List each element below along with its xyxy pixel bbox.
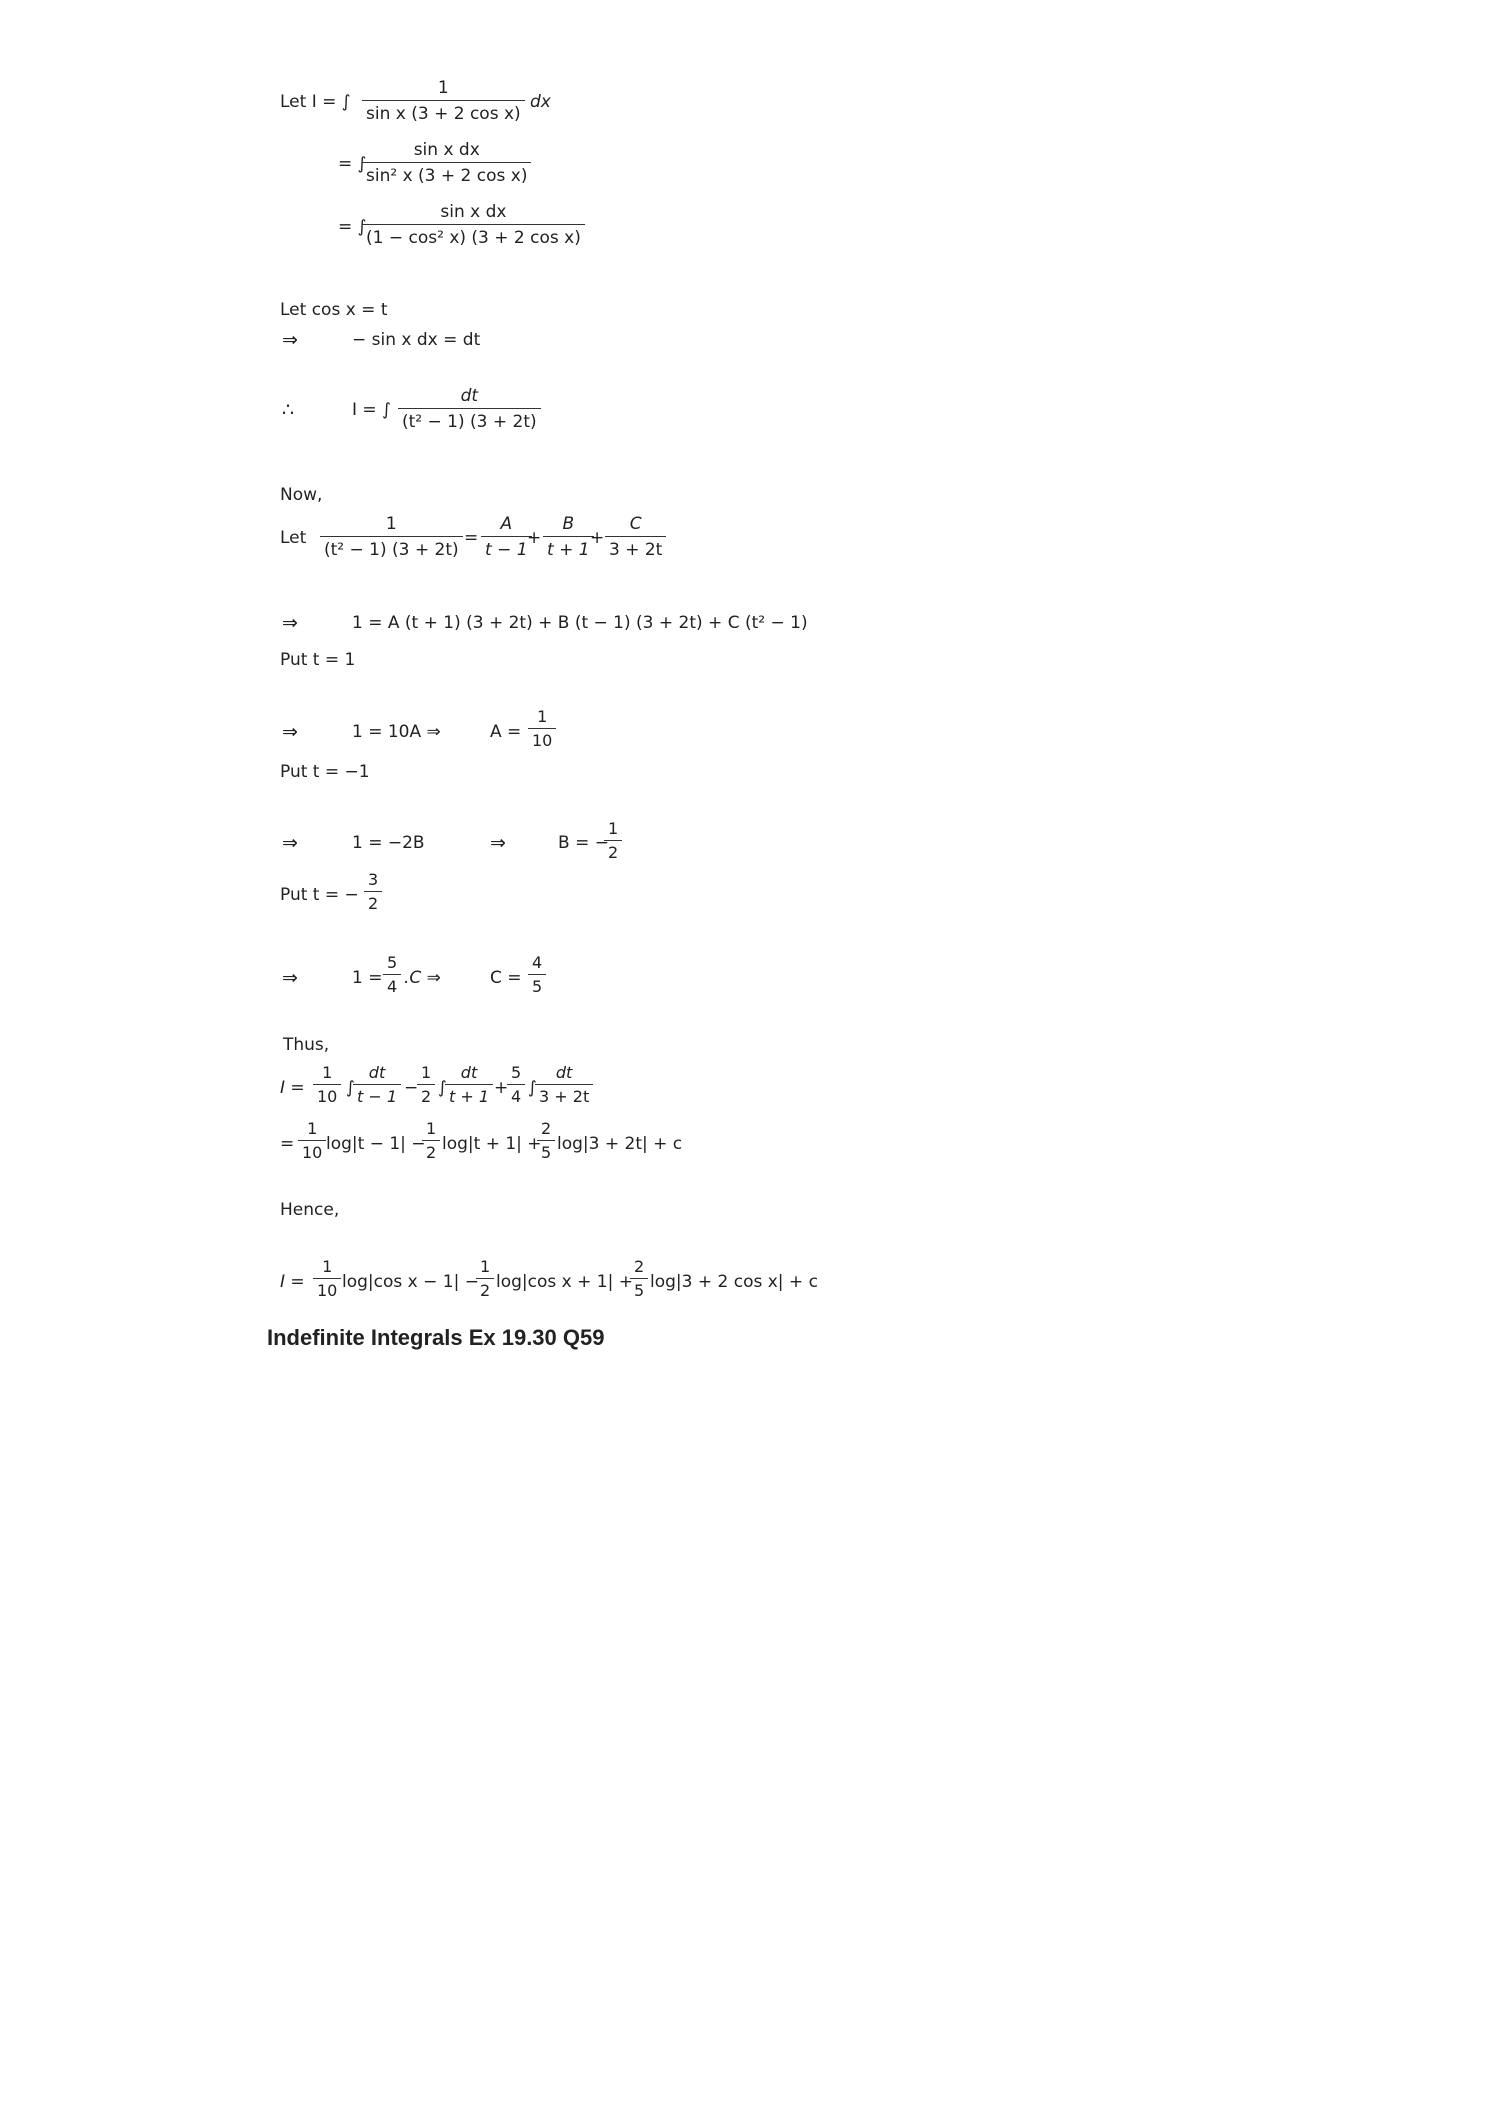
fraction-4 [398,386,541,432]
final-log-term-2: log|cos x + 1| + [496,1272,633,1292]
log-coef-2-5-num: 2 [541,1119,552,1138]
integral-sign: ∫ [438,1078,447,1098]
now-label: Now, [280,485,323,505]
I-equals-integral: I = ∫ [352,400,391,420]
identity-line: 1 = A (t + 1) (3 + 2t) + B (t − 1) (3 + 2t) + C (t² − 1) [352,613,808,633]
t-value-fraction [364,871,382,913]
t-value-denominator: 2 [364,891,382,913]
final-coef-2-5-den: 5 [630,1278,648,1300]
coef-5-4-num: 5 [511,1063,522,1082]
log-coef-1-2 [422,1120,440,1162]
pf-plus-2: + [590,528,605,548]
int-term-1-den: t − 1 [353,1084,401,1106]
final-coef-1-2 [476,1258,494,1300]
final-coef-2-5 [630,1258,648,1300]
final-coef-1-10 [313,1258,341,1300]
B-equals: B = − [558,833,609,853]
t-value-numerator: 3 [368,870,379,889]
fraction-3 [362,202,585,248]
coef-1-2 [417,1064,435,1106]
C-value-denominator: 5 [528,974,546,996]
pf-lhs-numerator: 1 [385,514,397,534]
A-value-fraction [528,708,556,750]
log-coef-1-10-den: 10 [298,1140,326,1162]
final-coef-1-2-num: 1 [480,1257,491,1276]
A-equals: A = [490,722,522,742]
final-coef-1-10-den: 10 [313,1278,341,1300]
B-value-fraction [604,820,622,862]
coef-1-2-num: 1 [421,1063,432,1082]
integral-sign: ∫ [346,1078,355,1098]
pf-B-numerator: B [562,514,575,534]
eq-1-label: 1 = [352,968,383,988]
fraction-1-numerator: 1 [437,78,449,98]
C-value-numerator: 4 [532,953,543,972]
pf-equals: = [464,528,479,548]
log-term-3: log|3 + 2t| + c [557,1134,683,1154]
thus-label: Thus, [283,1035,330,1055]
C-value-fraction [528,954,546,996]
five-fourths-numerator: 5 [387,953,398,972]
pf-C-numerator: C [629,514,642,534]
log-coef-2-5 [537,1120,555,1162]
substitution-line: Let cos x = t [280,300,388,320]
fraction-2 [362,140,531,186]
equals-integral-2: = ∫ [338,154,367,174]
implies-arrow: ⇒ [282,967,298,989]
five-fourths-denominator: 4 [383,974,401,996]
coef-1-10-num: 1 [322,1063,333,1082]
B-value-numerator: 1 [608,819,619,838]
coef-5-4 [507,1064,525,1106]
coef-5-4-den: 4 [507,1084,525,1106]
fraction-1 [362,78,525,124]
therefore-symbol: ∴ [282,399,295,421]
I-equals-thus: I = [280,1078,305,1098]
put-t-label: Put t = − [280,885,359,905]
final-log-term-1: log|cos x − 1| − [342,1272,479,1292]
int-term-3 [535,1064,593,1106]
log-coef-2-5-den: 5 [537,1140,555,1162]
differential-line: − sin x dx = dt [352,330,481,350]
fraction-4-numerator: dt [460,386,479,406]
fraction-3-numerator: sin x dx [440,202,507,222]
pf-C-fraction [605,514,666,560]
A-value-denominator: 10 [528,728,556,750]
log-term-2: log|t + 1| + [442,1134,542,1154]
final-coef-1-10-num: 1 [322,1257,333,1276]
section-heading: Indefinite Integrals Ex 19.30 Q59 [267,1325,605,1350]
pf-lhs-denominator: (t² − 1) (3 + 2t) [320,536,463,560]
fraction-4-denominator: (t² − 1) (3 + 2t) [398,408,541,432]
pf-A-denominator: t − 1 [481,536,532,560]
pf-B-fraction [543,514,594,560]
let-I-label: Let I = ∫ [280,92,351,112]
A-value-numerator: 1 [537,707,548,726]
B-value-denominator: 2 [604,840,622,862]
final-log-term-3: log|3 + 2 cos x| + c [650,1272,818,1292]
int-term-1-num: dt [368,1063,386,1082]
put-t-minus-1-label: Put t = −1 [280,762,370,782]
fraction-2-numerator: sin x dx [413,140,480,160]
final-coef-1-2-den: 2 [476,1278,494,1300]
five-fourths-fraction [383,954,401,996]
hence-label: Hence, [280,1200,340,1220]
log-term-1: log|t − 1| − [326,1134,426,1154]
plus-sign: + [494,1078,509,1098]
equals-integral-3: = ∫ [338,217,367,237]
log-coef-1-2-num: 1 [426,1119,437,1138]
implies-arrow: ⇒ [282,721,298,743]
pf-C-denominator: 3 + 2t [605,536,666,560]
log-coef-1-10-num: 1 [307,1119,318,1138]
fraction-1-denominator: sin x (3 + 2 cos x) [362,100,525,124]
integral-sign: ∫ [528,1078,537,1098]
final-coef-2-5-num: 2 [634,1257,645,1276]
fraction-3-denominator: (1 − cos² x) (3 + 2 cos x) [362,224,585,248]
pf-B-denominator: t + 1 [543,536,594,560]
let-label: Let [280,528,307,548]
fraction-2-denominator: sin² x (3 + 2 cos x) [362,162,531,186]
int-term-2 [445,1064,493,1106]
implies-arrow: ⇒ [490,832,506,854]
minus-sign: − [404,1078,419,1098]
put-t-1-label: Put t = 1 [280,650,356,670]
log-coef-1-2-den: 2 [422,1140,440,1162]
int-term-3-den: 3 + 2t [535,1084,593,1106]
I-equals-final: I = [280,1272,305,1292]
int-term-1 [353,1064,401,1106]
dx-label: dx [530,92,551,112]
int-term-2-num: dt [460,1063,478,1082]
equals-sign: = [280,1134,295,1154]
int-term-3-num: dt [555,1063,573,1082]
C-equals: C = [490,968,522,988]
coef-1-2-den: 2 [417,1084,435,1106]
dot-C-label: .C ⇒ [404,968,441,988]
eq-minus-2B-line: 1 = −2B [352,833,425,853]
pf-A-fraction [481,514,532,560]
coef-1-10-den: 10 [313,1084,341,1106]
coef-1-10 [313,1064,341,1106]
eq-10A-line: 1 = 10A ⇒ [352,722,441,742]
pf-lhs-fraction [320,514,463,560]
implies-arrow: ⇒ [282,612,298,634]
implies-arrow: ⇒ [282,832,298,854]
pf-plus-1: + [527,528,542,548]
log-coef-1-10 [298,1120,326,1162]
implies-arrow: ⇒ [282,329,298,351]
pf-A-numerator: A [500,514,513,534]
int-term-2-den: t + 1 [445,1084,493,1106]
